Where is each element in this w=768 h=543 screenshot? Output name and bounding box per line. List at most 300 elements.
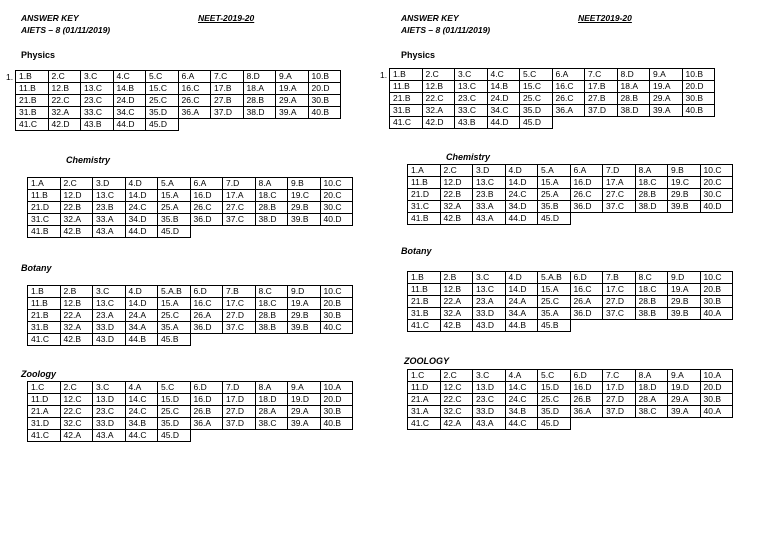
answer-cell: 9.A: [668, 370, 701, 382]
answer-cell: 28.B: [243, 95, 276, 107]
answer-cell: 36.D: [190, 322, 223, 334]
answer-cell: 8.A: [255, 382, 288, 394]
answer-cell: 15.D: [158, 394, 191, 406]
answer-cell: 37.C: [223, 322, 256, 334]
section-title-physics-left: Physics: [21, 50, 56, 60]
answer-cell: 12.B: [440, 284, 473, 296]
table-row: [390, 81, 715, 93]
empty-cell: [320, 334, 353, 346]
answer-cell: 15.D: [538, 382, 571, 394]
answer-cell: 16.D: [190, 190, 223, 202]
answer-cell: 21.B: [28, 310, 61, 322]
answer-cell: 43.A: [473, 213, 506, 225]
answer-cell: 3.D: [473, 165, 506, 177]
answer-cell: 5.C: [146, 71, 179, 83]
answer-cell: 4.A: [125, 382, 158, 394]
answer-cell: 30.B: [308, 95, 341, 107]
answer-cell: 38.C: [635, 406, 668, 418]
table-row: [28, 334, 353, 346]
empty-cell: [211, 119, 244, 131]
answer-cell: 38.D: [617, 105, 650, 117]
answer-cell: 13.C: [473, 284, 506, 296]
answer-cell: 41.B: [28, 226, 61, 238]
answer-cell: 13.C: [93, 190, 126, 202]
answer-cell: 22.B: [440, 189, 473, 201]
answer-cell: 18.C: [255, 298, 288, 310]
answer-cell: 41.C: [28, 334, 61, 346]
answer-cell: 24.C: [505, 394, 538, 406]
table-row: [408, 382, 733, 394]
table-row: [408, 272, 733, 284]
answer-cell: 39.B: [668, 308, 701, 320]
answer-cell: 2.B: [440, 272, 473, 284]
answer-cell: 39.A: [650, 105, 683, 117]
table-row: [390, 117, 715, 129]
answer-cell: 5.A.B: [158, 286, 191, 298]
answer-cell: 9.D: [288, 286, 321, 298]
table-row: [28, 202, 353, 214]
table-row: [390, 69, 715, 81]
answer-cell: 9.A: [288, 382, 321, 394]
empty-cell: [650, 117, 683, 129]
answer-cell: 35.A: [538, 308, 571, 320]
answer-cell: 40.B: [682, 105, 715, 117]
answer-cell: 19.A: [668, 284, 701, 296]
answer-cell: 31.C: [408, 201, 441, 213]
answer-cell: 25.A: [538, 189, 571, 201]
answer-cell: 14.B: [113, 83, 146, 95]
answer-cell: 27.D: [603, 296, 636, 308]
empty-cell: [603, 320, 636, 332]
answer-cell: 32.A: [440, 201, 473, 213]
table-row: [28, 286, 353, 298]
answer-cell: 28.B: [635, 189, 668, 201]
table-row: [16, 83, 341, 95]
answer-cell: 25.C: [520, 93, 553, 105]
answer-cell: 36.D: [570, 308, 603, 320]
answer-cell: 7.D: [603, 165, 636, 177]
table-row: [28, 298, 353, 310]
answer-cell: 17.B: [585, 81, 618, 93]
answer-cell: 15.A: [158, 298, 191, 310]
table-row: [408, 418, 733, 430]
section-title-physics-right: Physics: [401, 50, 436, 60]
empty-cell: [223, 226, 256, 238]
section-title-botany-right: Botany: [401, 246, 432, 256]
answer-cell: 1.B: [16, 71, 49, 83]
answer-cell: 36.A: [570, 406, 603, 418]
answer-cell: 20.B: [320, 298, 353, 310]
answer-cell: 8.A: [255, 178, 288, 190]
empty-cell: [288, 430, 321, 442]
answer-cell: 29.A: [668, 394, 701, 406]
answer-cell: 44.D: [505, 213, 538, 225]
empty-cell: [603, 213, 636, 225]
answer-cell: 13.C: [93, 298, 126, 310]
answer-cell: 12.B: [422, 81, 455, 93]
answer-cell: 32.C: [440, 406, 473, 418]
answer-table-zoology-right: [407, 369, 733, 430]
answer-cell: 23.C: [455, 93, 488, 105]
answer-cell: 37.C: [223, 214, 256, 226]
table-row: [28, 394, 353, 406]
table-row: [28, 418, 353, 430]
answer-table-chemistry-left: [27, 177, 353, 238]
answer-cell: 34.D: [125, 214, 158, 226]
answer-cell: 1.B: [390, 69, 423, 81]
answer-cell: 13.C: [81, 83, 114, 95]
answer-cell: 34.D: [505, 201, 538, 213]
empty-cell: [570, 418, 603, 430]
answer-cell: 11.B: [16, 83, 49, 95]
answer-table-physics-right: [389, 68, 715, 129]
answer-cell: 26.C: [178, 95, 211, 107]
answer-cell: 40.C: [320, 322, 353, 334]
table-row: [408, 284, 733, 296]
answer-cell: 10.B: [682, 69, 715, 81]
answer-cell: 7.C: [603, 370, 636, 382]
answer-cell: 30.B: [700, 394, 733, 406]
empty-cell: [668, 213, 701, 225]
exam-code-right: NEET2019-20: [578, 13, 632, 23]
empty-cell: [700, 418, 733, 430]
answer-cell: 19.A: [650, 81, 683, 93]
answer-cell: 42.B: [60, 226, 93, 238]
answer-cell: 23.A: [473, 296, 506, 308]
table-row: [390, 105, 715, 117]
answer-cell: 11.B: [408, 177, 441, 189]
empty-cell: [668, 320, 701, 332]
answer-cell: 17.B: [211, 83, 244, 95]
answer-cell: 27.B: [211, 95, 244, 107]
answer-cell: 10.A: [320, 382, 353, 394]
exam-code-left: NEET-2019-20: [198, 13, 255, 23]
answer-cell: 43.D: [93, 334, 126, 346]
answer-cell: 20.C: [320, 190, 353, 202]
answer-cell: 21.A: [408, 394, 441, 406]
answer-cell: 29.B: [668, 189, 701, 201]
start-marker-right: 1.: [380, 70, 388, 80]
answer-cell: 43.A: [473, 418, 506, 430]
answer-cell: 18.A: [243, 83, 276, 95]
empty-cell: [635, 320, 668, 332]
answer-cell: 22.A: [440, 296, 473, 308]
answer-cell: 4.D: [125, 178, 158, 190]
answer-cell: 3.C: [473, 370, 506, 382]
answer-cell: 10.C: [700, 272, 733, 284]
answer-cell: 28.B: [255, 310, 288, 322]
answer-cell: 39.B: [288, 322, 321, 334]
answer-cell: 29.A: [650, 93, 683, 105]
answer-cell: 42.B: [60, 334, 93, 346]
answer-cell: 28.A: [255, 406, 288, 418]
answer-cell: 35.D: [146, 107, 179, 119]
answer-cell: 2.C: [440, 370, 473, 382]
answer-cell: 14.C: [505, 382, 538, 394]
answer-cell: 6.A: [552, 69, 585, 81]
answer-cell: 43.B: [455, 117, 488, 129]
answer-cell: 20.C: [700, 177, 733, 189]
section-title-botany-left: Botany: [21, 263, 52, 273]
table-row: [28, 178, 353, 190]
answer-cell: 21.A: [28, 406, 61, 418]
empty-cell: [635, 418, 668, 430]
answer-cell: 5.A: [538, 165, 571, 177]
answer-cell: 15.C: [146, 83, 179, 95]
empty-cell: [190, 226, 223, 238]
answer-cell: 34.B: [505, 406, 538, 418]
answer-cell: 20.D: [682, 81, 715, 93]
answer-cell: 35.B: [538, 201, 571, 213]
answer-cell: 8.D: [243, 71, 276, 83]
answer-cell: 11.D: [408, 382, 441, 394]
table-row: [408, 296, 733, 308]
answer-cell: 45.D: [538, 418, 571, 430]
answer-cell: 33.D: [93, 322, 126, 334]
answer-cell: 45.D: [146, 119, 179, 131]
answer-cell: 40.A: [700, 308, 733, 320]
answer-cell: 31.B: [28, 322, 61, 334]
answer-cell: 5.C: [520, 69, 553, 81]
answer-cell: 45.D: [538, 213, 571, 225]
answer-cell: 18.C: [635, 177, 668, 189]
answer-cell: 28.B: [617, 93, 650, 105]
empty-cell: [700, 213, 733, 225]
answer-cell: 17.C: [223, 298, 256, 310]
answer-cell: 44.D: [487, 117, 520, 129]
answer-cell: 39.B: [668, 201, 701, 213]
answer-cell: 45.B: [538, 320, 571, 332]
answer-cell: 25.C: [538, 394, 571, 406]
answer-cell: 27.B: [585, 93, 618, 105]
answer-cell: 44.C: [505, 418, 538, 430]
answer-cell: 41.C: [390, 117, 423, 129]
answer-cell: 2.B: [60, 286, 93, 298]
answer-cell: 13.D: [473, 382, 506, 394]
answer-cell: 30.B: [682, 93, 715, 105]
answer-cell: 35.D: [538, 406, 571, 418]
answer-cell: 1.B: [28, 286, 61, 298]
empty-cell: [276, 119, 309, 131]
empty-cell: [682, 117, 715, 129]
answer-cell: 12.B: [48, 83, 81, 95]
table-row: [408, 177, 733, 189]
test-name-right: AIETS – 8 (01/11/2019): [401, 25, 491, 35]
answer-cell: 10.A: [700, 370, 733, 382]
empty-cell: [320, 430, 353, 442]
table-row: [408, 320, 733, 332]
answer-cell: 19.C: [668, 177, 701, 189]
answer-cell: 37.D: [223, 418, 256, 430]
answer-cell: 31.B: [16, 107, 49, 119]
answer-cell: 18.C: [255, 190, 288, 202]
answer-cell: 14.D: [505, 284, 538, 296]
answer-cell: 14.D: [505, 177, 538, 189]
table-row: [16, 119, 341, 131]
answer-cell: 16.C: [552, 81, 585, 93]
answer-cell: 22.C: [60, 406, 93, 418]
table-row: [28, 226, 353, 238]
table-row: [408, 201, 733, 213]
answer-cell: 25.C: [146, 95, 179, 107]
answer-cell: 43.A: [93, 226, 126, 238]
answer-cell: 26.B: [570, 394, 603, 406]
answer-cell: 24.D: [113, 95, 146, 107]
answer-cell: 24.A: [505, 296, 538, 308]
answer-cell: 1.C: [28, 382, 61, 394]
answer-cell: 17.C: [603, 284, 636, 296]
answer-cell: 16.D: [570, 382, 603, 394]
empty-cell: [288, 334, 321, 346]
answer-cell: 42.A: [440, 418, 473, 430]
answer-cell: 9.D: [668, 272, 701, 284]
answer-cell: 2.C: [48, 71, 81, 83]
empty-cell: [320, 226, 353, 238]
answer-cell: 36.A: [190, 418, 223, 430]
answer-cell: 12.D: [60, 190, 93, 202]
table-row: [390, 93, 715, 105]
table-row: [28, 382, 353, 394]
answer-cell: 19.A: [276, 83, 309, 95]
answer-cell: 14.D: [125, 298, 158, 310]
answer-cell: 32.A: [422, 105, 455, 117]
answer-cell: 38.D: [243, 107, 276, 119]
table-row: [408, 213, 733, 225]
table-row: [28, 214, 353, 226]
answer-cell: 25.C: [538, 296, 571, 308]
answer-cell: 40.B: [320, 418, 353, 430]
answer-cell: 31.D: [28, 418, 61, 430]
answer-cell: 26.C: [570, 189, 603, 201]
answer-cell: 6.D: [570, 272, 603, 284]
answer-cell: 11.B: [390, 81, 423, 93]
answer-cell: 9.A: [650, 69, 683, 81]
answer-cell: 2.C: [60, 178, 93, 190]
answer-cell: 33.D: [93, 418, 126, 430]
answer-cell: 44.B: [505, 320, 538, 332]
answer-cell: 12.B: [60, 298, 93, 310]
answer-cell: 32.A: [60, 322, 93, 334]
answer-cell: 16.D: [190, 394, 223, 406]
answer-cell: 7.C: [211, 71, 244, 83]
answer-cell: 23.C: [473, 394, 506, 406]
answer-cell: 20.D: [700, 382, 733, 394]
table-row: [408, 370, 733, 382]
answer-cell: 5.C: [158, 382, 191, 394]
answer-cell: 14.D: [125, 190, 158, 202]
answer-cell: 11.B: [408, 284, 441, 296]
answer-cell: 23.C: [81, 95, 114, 107]
answer-cell: 36.A: [552, 105, 585, 117]
answer-cell: 20.D: [320, 394, 353, 406]
empty-cell: [255, 226, 288, 238]
answer-cell: 38.D: [635, 201, 668, 213]
answer-cell: 38.B: [255, 322, 288, 334]
empty-cell: [668, 418, 701, 430]
answer-cell: 16.C: [570, 284, 603, 296]
empty-cell: [255, 334, 288, 346]
answer-cell: 44.C: [125, 430, 158, 442]
answer-cell: 5.A.B: [538, 272, 571, 284]
answer-cell: 3.D: [93, 178, 126, 190]
answer-cell: 44.D: [113, 119, 146, 131]
answer-cell: 5.A: [158, 178, 191, 190]
answer-cell: 37.C: [603, 308, 636, 320]
answer-cell: 4.C: [113, 71, 146, 83]
answer-cell: 5.C: [538, 370, 571, 382]
answer-cell: 23.C: [93, 406, 126, 418]
answer-cell: 21.D: [28, 202, 61, 214]
answer-table-botany-left: [27, 285, 353, 346]
answer-cell: 33.C: [455, 105, 488, 117]
answer-cell: 8.A: [635, 370, 668, 382]
table-row: [28, 430, 353, 442]
answer-key-title-right: ANSWER KEY: [401, 13, 459, 23]
answer-cell: 27.D: [603, 394, 636, 406]
answer-cell: 30.B: [320, 310, 353, 322]
answer-cell: 15.A: [538, 177, 571, 189]
answer-cell: 37.D: [603, 406, 636, 418]
answer-cell: 27.C: [223, 202, 256, 214]
answer-cell: 24.C: [125, 406, 158, 418]
answer-cell: 35.B: [158, 214, 191, 226]
answer-cell: 43.A: [93, 430, 126, 442]
empty-cell: [603, 418, 636, 430]
answer-cell: 22.A: [60, 310, 93, 322]
table-row: [408, 406, 733, 418]
answer-cell: 37.C: [603, 201, 636, 213]
answer-cell: 21.B: [16, 95, 49, 107]
answer-cell: 7.D: [223, 382, 256, 394]
answer-cell: 34.B: [125, 418, 158, 430]
answer-cell: 3.C: [81, 71, 114, 83]
answer-cell: 39.A: [276, 107, 309, 119]
table-row: [28, 310, 353, 322]
empty-cell: [570, 213, 603, 225]
answer-table-botany-right: [407, 271, 733, 332]
answer-cell: 9.B: [288, 178, 321, 190]
answer-cell: 42.D: [422, 117, 455, 129]
answer-cell: 41.C: [408, 320, 441, 332]
answer-cell: 33.C: [81, 107, 114, 119]
answer-cell: 41.C: [16, 119, 49, 131]
answer-cell: 41.B: [408, 213, 441, 225]
answer-cell: 16.D: [570, 177, 603, 189]
empty-cell: [617, 117, 650, 129]
answer-cell: 38.C: [255, 418, 288, 430]
answer-cell: 3.C: [93, 382, 126, 394]
answer-cell: 42.D: [48, 119, 81, 131]
answer-cell: 6.D: [570, 370, 603, 382]
answer-cell: 22.C: [422, 93, 455, 105]
answer-cell: 33.A: [473, 201, 506, 213]
test-name-left: AIETS – 8 (01/11/2019): [21, 25, 111, 35]
answer-cell: 40.D: [700, 201, 733, 213]
section-title-zoology-right: ZOOLOGY: [404, 356, 449, 366]
answer-cell: 29.B: [288, 310, 321, 322]
answer-cell: 34.C: [113, 107, 146, 119]
answer-cell: 22.C: [440, 394, 473, 406]
answer-cell: 21.B: [408, 296, 441, 308]
table-row: [16, 95, 341, 107]
section-title-chemistry-right: Chemistry: [446, 152, 491, 162]
answer-cell: 4.D: [505, 272, 538, 284]
answer-cell: 9.B: [668, 165, 701, 177]
answer-cell: 18.C: [635, 284, 668, 296]
empty-cell: [255, 430, 288, 442]
answer-cell: 6.D: [190, 286, 223, 298]
answer-cell: 25.C: [158, 406, 191, 418]
